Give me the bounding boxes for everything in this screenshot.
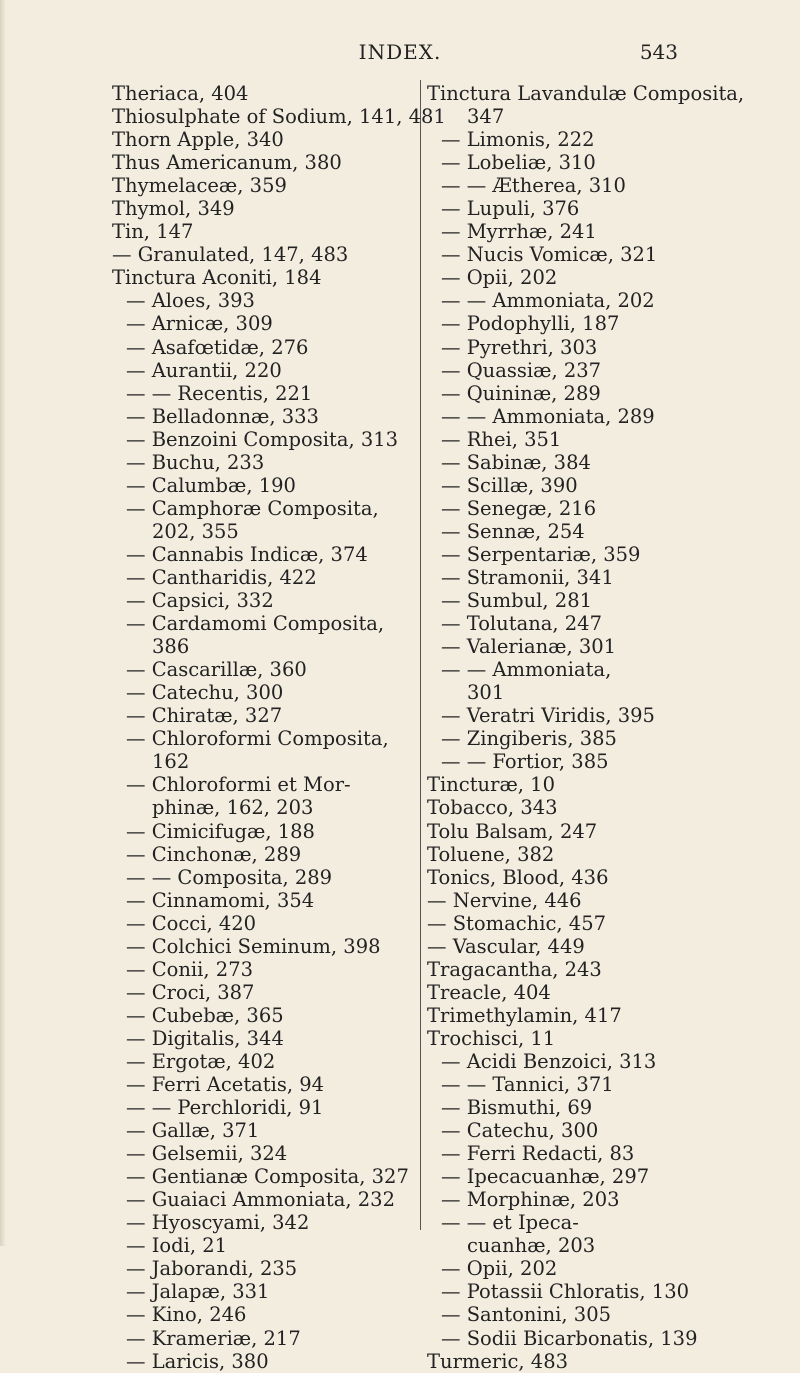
index-entry: — Cubebæ, 365	[126, 1003, 284, 1027]
index-entry: — Pyrethri, 303	[441, 335, 598, 359]
index-entry: — Opii, 202	[441, 1257, 558, 1281]
index-entry: Tolu Balsam, 247	[427, 819, 598, 843]
index-entry: — Capsici, 332	[126, 589, 274, 613]
index-entry: 162	[152, 750, 190, 774]
page-number: 543	[639, 40, 678, 64]
index-entry: Tinctura Aconiti, 184	[112, 266, 322, 290]
index-entry: — Cascarillæ, 360	[126, 658, 307, 682]
index-entry: Thymol, 349	[112, 197, 235, 221]
index-entry: — Cinnamomi, 354	[126, 888, 315, 912]
index-entry: — Rhei, 351	[441, 427, 562, 451]
index-entry: — Jalapæ, 331	[126, 1280, 270, 1304]
index-entry: — Cocci, 420	[126, 911, 257, 935]
index-entry: — Belladonnæ, 333	[126, 404, 319, 428]
index-entry: — Chiratæ, 327	[126, 704, 283, 728]
index-entry: — Ergotæ, 402	[126, 1049, 276, 1073]
index-entry: — Stramonii, 341	[441, 565, 614, 589]
index-entry: Treacle, 404	[427, 980, 551, 1004]
index-entry: — Hyoscyami, 342	[126, 1211, 310, 1235]
index-entry: Trochisci, 11	[427, 1026, 556, 1050]
index-entry: — Nervine, 446	[427, 888, 582, 912]
index-entry: — Jaborandi, 235	[126, 1257, 298, 1281]
index-entry: — Veratri Viridis, 395	[441, 704, 655, 728]
index-column-left	[112, 82, 446, 1373]
index-entry: Tonics, Blood, 436	[427, 865, 609, 889]
index-entry: — Catechu, 300	[126, 681, 284, 705]
index-entry: — Chloroformi Composita,	[126, 727, 389, 751]
index-entry: — Quininæ, 289	[441, 381, 601, 405]
index-entry: — Potassii Chloratis, 130	[441, 1280, 690, 1304]
index-entry: — Ferri Acetatis, 94	[126, 1073, 325, 1097]
page-title: INDEX.	[358, 40, 442, 64]
index-entry: — Chloroformi et Mor-	[126, 773, 351, 797]
index-entry: — Catechu, 300	[441, 1119, 599, 1143]
index-entry: — Buchu, 233	[126, 450, 265, 474]
index-entry: — — Recentis, 221	[126, 381, 313, 405]
index-entry: — Iodi, 21	[126, 1234, 228, 1258]
column-divider	[420, 80, 421, 1230]
index-entry: — Lobeliæ, 310	[441, 151, 596, 175]
index-entry: Tragacantha, 243	[427, 957, 602, 981]
index-entry: — Gentianæ Composita, 327	[126, 1165, 409, 1189]
index-entry: — Serpentariæ, 359	[441, 542, 641, 566]
index-entry: — Camphoræ Composita,	[126, 496, 379, 520]
index-entry: phinæ, 162, 203	[152, 796, 314, 820]
index-entry: — Colchici Seminum, 398	[126, 934, 381, 958]
index-entry: — Nucis Vomicæ, 321	[441, 243, 658, 267]
index-entry: — Conii, 273	[126, 957, 254, 981]
index-entry: Tincturæ, 10	[427, 773, 555, 797]
index-entry: — Gallæ, 371	[126, 1119, 260, 1143]
index-column-right	[427, 82, 747, 1373]
index-entry: Toluene, 382	[427, 842, 555, 866]
index-entry: — Acidi Benzoici, 313	[441, 1049, 657, 1073]
index-entry: — — Ætherea, 310	[441, 174, 626, 198]
index-entry: — Cimicifugæ, 188	[126, 819, 315, 843]
index-entry: — Calumbæ, 190	[126, 473, 296, 497]
index-entry: — — Ammoniata,	[441, 658, 612, 682]
index-entry: — — Composita, 289	[126, 865, 333, 889]
index-entry: — Digitalis, 344	[126, 1026, 284, 1050]
index-entry: — — Tannici, 371	[441, 1073, 614, 1097]
index-entry: — — Ammoniata, 289	[441, 404, 655, 428]
index-entry: cuanhæ, 203	[467, 1234, 596, 1258]
index-entry: — Zingiberis, 385	[441, 727, 617, 751]
index-entry: — Sodii Bicarbonatis, 139	[441, 1326, 698, 1350]
page-header	[0, 40, 800, 76]
index-entry: — Quassiæ, 237	[441, 358, 602, 382]
index-entry: — Sumbul, 281	[441, 589, 593, 613]
index-entry: — Morphinæ, 203	[441, 1188, 620, 1212]
index-entry: — Valerianæ, 301	[441, 635, 617, 659]
index-entry: — Benzoini Composita, 313	[126, 427, 399, 451]
index-entry: — Sennæ, 254	[441, 519, 585, 543]
index-entry: Theriaca, 404	[112, 82, 249, 105]
index-entry: — Asafœtidæ, 276	[126, 335, 309, 359]
index-entry: — — Ammoniata, 202	[441, 289, 655, 313]
index-entry: — Sabinæ, 384	[441, 450, 591, 474]
index-entry: Tinctura Lavandulæ Composita,	[427, 82, 745, 105]
index-entry: — — Perchloridi, 91	[126, 1096, 324, 1120]
index-entry: Trimethylamin, 417	[427, 1003, 622, 1027]
index-entry: — Cantharidis, 422	[126, 565, 317, 589]
index-entry: — — et Ipeca-	[441, 1211, 579, 1235]
index-entry: — Laricis, 380	[126, 1349, 269, 1373]
index-entry: — Cardamomi Composita,	[126, 612, 385, 636]
index-entry: — Limonis, 222	[441, 128, 595, 152]
index-entry: 386	[152, 635, 190, 659]
index-entry: Tin, 147	[112, 220, 194, 244]
index-entry: — Guaiaci Ammoniata, 232	[126, 1188, 395, 1212]
index-entry: — Aloes, 393	[126, 289, 255, 313]
index-entry: — Krameriæ, 217	[126, 1326, 301, 1350]
index-entry: — Senegæ, 216	[441, 496, 597, 520]
index-entry: — Aurantii, 220	[126, 358, 282, 382]
index-entry: — Scillæ, 390	[441, 473, 578, 497]
index-entry: — Opii, 202	[441, 266, 558, 290]
index-entry: — Ferri Redacti, 83	[441, 1142, 635, 1166]
index-entry: Thorn Apple, 340	[112, 128, 284, 152]
index-entry: — Ipecacuanhæ, 297	[441, 1165, 650, 1189]
index-entry: — Podophylli, 187	[441, 312, 620, 336]
index-entry: — Gelsemii, 324	[126, 1142, 288, 1166]
index-entry: — — Fortior, 385	[441, 750, 609, 774]
index-entry: 202, 355	[152, 519, 239, 543]
index-entry: — Croci, 387	[126, 980, 255, 1004]
index-entry: Thymelaceæ, 359	[112, 174, 287, 198]
index-entry: — Lupuli, 376	[441, 197, 580, 221]
index-entry: Tobacco, 343	[427, 796, 558, 820]
index-entry: — Cannabis Indicæ, 374	[126, 542, 368, 566]
index-entry: — Stomachic, 457	[427, 911, 607, 935]
index-entry: — Santonini, 305	[441, 1303, 612, 1327]
index-entry: 301	[467, 681, 505, 705]
page-edge	[0, 0, 6, 1246]
index-entry: — Tolutana, 247	[441, 612, 602, 636]
index-entry: — Myrrhæ, 241	[441, 220, 597, 244]
index-entry: — Bismuthi, 69	[441, 1096, 593, 1120]
index-entry: Thus Americanum, 380	[112, 151, 342, 175]
index-entry: — Vascular, 449	[427, 934, 585, 958]
index-entry: — Arnicæ, 309	[126, 312, 273, 336]
index-entry: — Cinchonæ, 289	[126, 842, 302, 866]
index-entry: — Granulated, 147, 483	[112, 243, 349, 267]
index-entry: — Kino, 246	[126, 1303, 247, 1327]
index-entry: Turmeric, 483	[427, 1349, 569, 1373]
index-entry: Thiosulphate of Sodium, 141, 481	[112, 105, 446, 129]
index-entry: 347	[467, 105, 505, 129]
